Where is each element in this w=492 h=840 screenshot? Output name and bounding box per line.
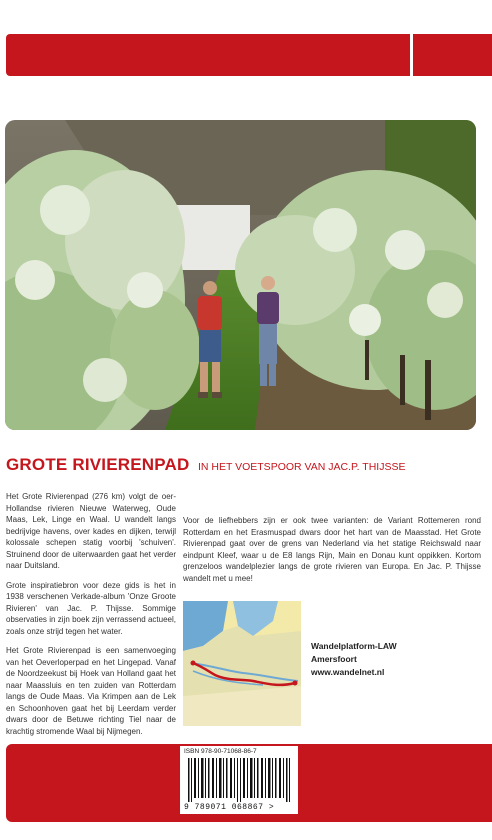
body-paragraph: Het Grote Rivierenpad is een samenvoeging van het Oeverloperpad en het Lingepad. Vanaf de Noordzeekust bij Hoek van Holland gaat het naar Maassluis en ten zuiden van Rotterdam langs de Oude Maas. Via Krimpen aan de Lek en Schoonhoven gaat het bij Leerdam verder dwars door de Betuwe richting Tiel naar de krachtig stromende Waal bij Nijmegen. — [6, 646, 176, 736]
body-paragraph: Grote inspiratiebron voor deze gids is het in 1938 verschenen Verkade-album 'Onze Groote Rivieren' van Jac. P. Thijsse. Sommige observaties in zijn boek zijn verrassend actueel, zoals onze strijd tegen het water. — [6, 580, 176, 636]
top-red-band — [6, 34, 410, 76]
isbn-label: ISBN 978-90-71068-86-7 — [184, 748, 257, 755]
route-map — [183, 601, 301, 726]
cover-photo — [5, 120, 476, 430]
body-paragraph: Het Grote Rivierenpad (276 km) volgt de oer-Hollandse rivieren Nieuwe Waterweg, Oude Maas, Lek, Linge en Waal. U wandelt langs bedrijvige havens, over kades en dijken, terwijl kolossale schepen statig voorbij 'schuiven'. Struinend door de uiterwaarden gaat het verder naar Duitsland. — [6, 492, 176, 570]
top-red-band-tab — [413, 34, 492, 76]
publisher-city: Amersfoort — [311, 654, 357, 664]
barcode — [180, 746, 298, 814]
publisher-name: Wandelplatform-LAW — [311, 641, 397, 651]
barcode-number: 9 789071 068867 > — [184, 803, 275, 812]
publisher-url: www.wandelnet.nl — [311, 667, 385, 677]
body-paragraph: Voor de liefhebbers zijn er ook twee varianten: de Variant Rottemeren rond Rotterdam en het Erasmuspad dwars door het hart van de Maasstad. Het Grote Rivierenpad gaat over de grens van Nederland via het statige Reichswald naar eindpunt Kleef, waar u de E8 langs Rijn, Main en Donau kunt oppikken. Kortom grenzeloos wandelplezier langs de grote rivieren van Europa. En Jac. P. Thijsse wandelt met u mee! — [183, 516, 481, 583]
headline-subtitle: IN HET VOETSPOOR VAN JAC.P. THIJSSE — [197, 461, 406, 473]
body-column-right — [183, 515, 481, 592]
body-column-left — [6, 491, 176, 745]
headline-title: GROTE RIVIERENPAD — [6, 455, 190, 474]
barcode-bars — [188, 758, 292, 802]
headline — [6, 455, 405, 475]
publisher-block — [311, 640, 397, 679]
